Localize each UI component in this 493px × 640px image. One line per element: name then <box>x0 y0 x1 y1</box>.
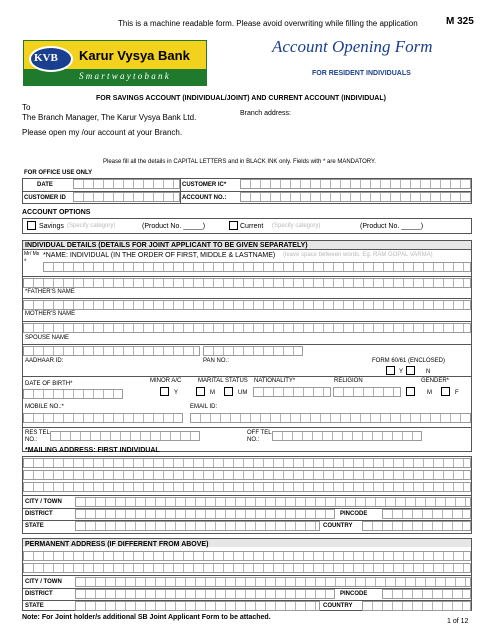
kvb-mark: KVB <box>34 52 58 64</box>
open-account-request: Please open my /our account at your Branch. <box>22 128 183 137</box>
mailing-city-label: CITY / TOWN <box>25 499 62 505</box>
customer-id-field[interactable] <box>73 192 180 202</box>
email-label: EMAIL ID: <box>190 404 218 410</box>
tagline: S m a r t w a y t o b a n k <box>79 71 169 81</box>
joint-holder-note: Note: For Joint holder/s additional SB Joint Applicant Form to be attached. <box>22 614 271 621</box>
mobile-label: MOBILE NO.:* <box>25 404 65 410</box>
branch-address-label: Branch address: <box>240 110 291 117</box>
unmarried-label: UM <box>238 390 248 396</box>
address-to: To <box>22 103 31 112</box>
mailing-line-1[interactable] <box>23 458 471 468</box>
res-tel-no-label: NO.: <box>25 437 38 443</box>
res-tel-label: RES TEL <box>25 430 50 436</box>
mailing-pincode-field[interactable] <box>382 509 471 519</box>
mailing-line-2[interactable] <box>23 470 471 480</box>
account-no-field[interactable] <box>240 192 471 202</box>
father-name-field[interactable] <box>23 278 471 288</box>
email-field[interactable] <box>190 413 471 423</box>
off-tel-field[interactable] <box>272 431 422 441</box>
permanent-district-label: DISTRICT <box>25 591 53 597</box>
gender-female-label: F <box>455 390 459 396</box>
customer-id-label: CUSTOMER ID <box>24 195 66 201</box>
married-checkbox[interactable] <box>196 387 205 396</box>
customer-ic-label: CUSTOMER IC* <box>182 182 227 188</box>
permanent-state-field[interactable] <box>75 601 320 611</box>
form-60-yes-checkbox[interactable] <box>386 366 395 375</box>
addressee: The Branch Manager, The Karur Vysya Bank Ltd. <box>22 113 197 122</box>
form-60-no-checkbox[interactable] <box>406 366 415 375</box>
father-name-label: *FATHER'S NAME <box>25 289 75 295</box>
individual-details-title: INDIVIDUAL DETAILS (DETAILS FOR JOINT APPLICANT TO BE GIVEN SEPARATELY) <box>25 242 308 249</box>
off-tel-label: OFF TEL <box>247 430 272 436</box>
mailing-district-label: DISTRICT <box>25 511 53 517</box>
gender-male-checkbox[interactable] <box>406 387 415 396</box>
gender-female-checkbox[interactable] <box>441 387 450 396</box>
mailing-district-field[interactable] <box>75 509 335 519</box>
mother-name-field[interactable] <box>23 300 471 310</box>
pan-label: PAN NO.: <box>203 358 229 364</box>
name-hint: (leave space between words. Eg. RAM GOPAL VARMA) <box>283 252 433 258</box>
permanent-country-field[interactable] <box>362 601 471 611</box>
savings-category-hint: (Specify category) <box>67 223 116 229</box>
mailing-country-field[interactable] <box>362 521 471 531</box>
mailing-line-3[interactable] <box>23 482 471 492</box>
office-use-title: FOR OFFICE USE ONLY <box>24 170 93 176</box>
permanent-line-2[interactable] <box>23 563 471 573</box>
mailing-state-field[interactable] <box>75 521 320 531</box>
form-subtitle: FOR RESIDENT INDIVIDUALS <box>312 70 411 77</box>
mailing-city-field[interactable] <box>75 497 471 507</box>
dob-field[interactable] <box>23 389 123 399</box>
religion-field[interactable] <box>333 387 401 397</box>
mobile-field[interactable] <box>23 413 183 423</box>
form-60-61-label: FORM 60/61 (ENCLOSED) <box>372 358 446 364</box>
permanent-state-label: STATE <box>25 603 44 609</box>
current-product-no: (Product No. _____) <box>360 223 424 230</box>
account-options-title: ACCOUNT OPTIONS <box>22 209 91 216</box>
dob-label: DATE OF BIRTH* <box>25 381 73 387</box>
form-code: M 325 <box>446 16 474 27</box>
form-title: Account Opening Form <box>272 37 433 56</box>
nationality-label: NATIONALITY* <box>254 378 296 384</box>
account-no-label: ACCOUNT NO.: <box>182 195 227 201</box>
mailing-country-label: COUNTRY <box>323 523 353 529</box>
machine-readable-notice: This is a machine readable form. Please avoid overwriting while filling the application <box>118 19 418 28</box>
gender-male-label: M <box>427 390 432 396</box>
date-label: DATE <box>37 182 53 188</box>
account-scope: FOR SAVINGS ACCOUNT (INDIVIDUAL/JOINT) AND CURRENT ACCOUNT (INDIVIDUAL) <box>96 95 386 102</box>
minor-yes-checkbox[interactable] <box>160 387 169 396</box>
date-field[interactable] <box>73 179 180 189</box>
title-mandatory-star: * <box>24 259 27 265</box>
page-number: 1 of 12 <box>447 618 469 625</box>
bank-name: Karur Vysya Bank <box>79 48 190 63</box>
permanent-country-label: COUNTRY <box>323 603 353 609</box>
mother-name-label: MOTHER'S NAME <box>25 311 76 317</box>
res-tel-field[interactable] <box>50 431 200 441</box>
current-checkbox[interactable] <box>229 221 238 230</box>
off-tel-no-label: NO.: <box>247 437 260 443</box>
aadhaar-label: AADHAAR ID: <box>25 358 64 364</box>
mailing-pincode-label: PINCODE <box>340 511 368 517</box>
pan-field[interactable] <box>203 346 303 356</box>
permanent-city-label: CITY / TOWN <box>25 579 62 585</box>
mailing-address-title: *MAILING ADDRESS: FIRST INDIVIDUAL <box>25 447 160 454</box>
permanent-city-field[interactable] <box>75 577 471 587</box>
permanent-line-1[interactable] <box>23 551 471 561</box>
current-category-hint: (Specify category) <box>272 223 321 229</box>
permanent-district-field[interactable] <box>75 589 335 599</box>
fill-instruction: Please fill all the details in CAPITAL LETTERS and in BLACK INK only. Fields with * are MANDATORY. <box>103 159 376 165</box>
gender-label: GENDER* <box>421 378 450 384</box>
nationality-field[interactable] <box>253 387 331 397</box>
marital-status-label: MARITAL STATUS <box>198 378 248 384</box>
name-label: *NAME: INDIVIDUAL (IN THE ORDER OF FIRST, MIDDLE & LASTNAME) <box>43 252 276 259</box>
permanent-address-title: PERMANENT ADDRESS (IF DIFFERENT FROM ABOVE) <box>25 541 209 548</box>
name-field[interactable] <box>43 262 471 272</box>
spouse-name-field[interactable] <box>23 323 471 333</box>
mailing-state-label: STATE <box>25 523 44 529</box>
aadhaar-field[interactable] <box>23 346 200 356</box>
savings-checkbox[interactable] <box>27 221 36 230</box>
permanent-pincode-label: PINCODE <box>340 591 368 597</box>
religion-label: RELIGION <box>334 378 363 384</box>
savings-label: Savings <box>39 223 64 230</box>
minor-yes-label: Y <box>174 390 179 396</box>
minor-ac-label: MINOR A/C <box>150 378 182 384</box>
mr-ms-label: Mr/ Ms <box>24 251 40 257</box>
spouse-name-label: SPOUSE NAME <box>25 335 70 341</box>
unmarried-checkbox[interactable] <box>224 387 233 396</box>
customer-ic-field[interactable] <box>240 179 471 189</box>
permanent-pincode-field[interactable] <box>382 589 471 599</box>
form-60-yes-label: Y <box>399 369 404 375</box>
bank-logo <box>23 40 207 86</box>
married-label: M <box>210 390 215 396</box>
current-label: Current <box>240 223 264 230</box>
savings-product-no: (Product No. _____) <box>142 223 206 230</box>
form-60-no-label: N <box>426 369 431 375</box>
